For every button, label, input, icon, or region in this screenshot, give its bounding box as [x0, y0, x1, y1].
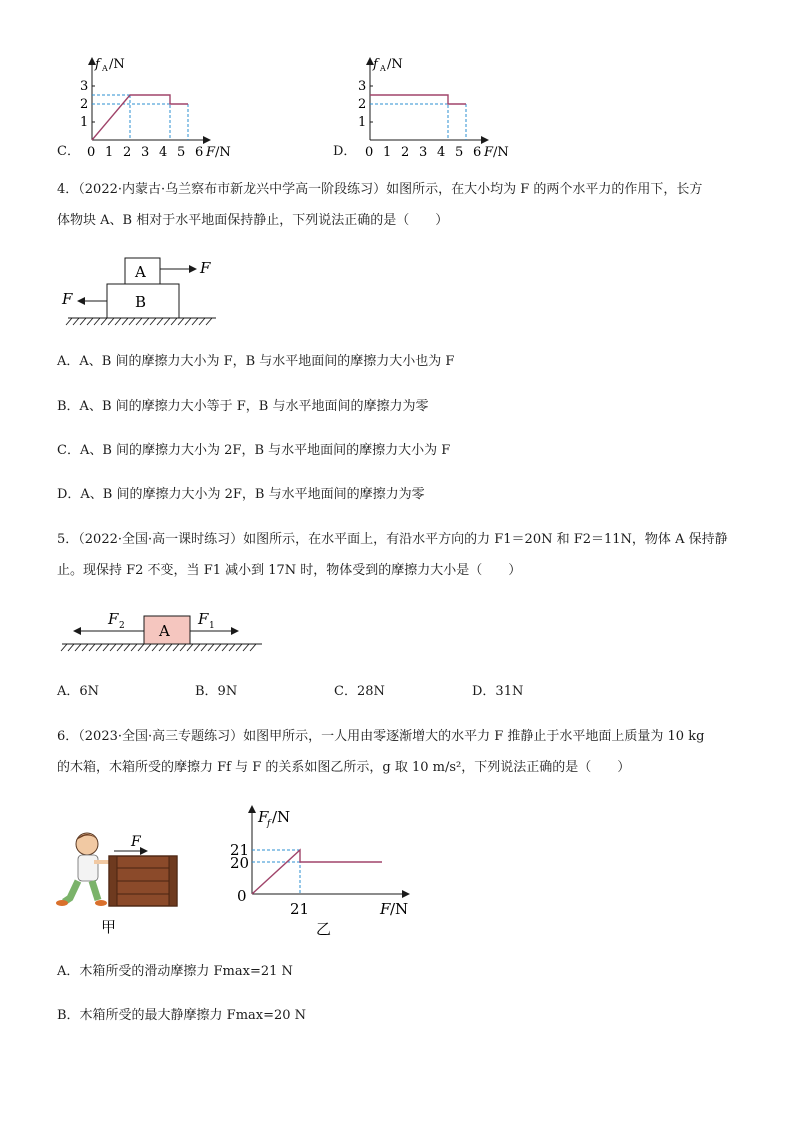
q5-option-c: C．28N [334, 684, 385, 699]
q5-stem-line1: 5．（2022·全国·高一课时练习）如图所示，在水平面上，有沿水平方向的力 F1＝20N 和 F2＝11N，物体 A 保持静 [57, 532, 728, 547]
x-tick-5: 5 [177, 145, 186, 160]
y-tick-1: 1 [358, 115, 367, 130]
y-axis-unit: /N [109, 57, 125, 72]
q5-option-d: D．31N [472, 684, 524, 699]
q4-option-c: C．A、B 间的摩擦力大小为 2F，B 与水平地面间的摩擦力大小为 F [57, 443, 451, 458]
x-tick-1: 1 [383, 145, 392, 160]
x-axis-unit: /N [390, 900, 409, 918]
ground-hatch [61, 644, 256, 651]
origin-label: 0 [237, 887, 247, 905]
x-axis-unit: /N [215, 145, 231, 160]
wooden-crate [109, 856, 177, 906]
x-tick-4: 4 [159, 145, 168, 160]
ground-hatch [66, 318, 212, 325]
y-tick-1: 1 [80, 115, 89, 130]
x-axis-label: F [484, 145, 494, 160]
y-tick-2: 2 [358, 97, 367, 112]
q6-figure-jia [54, 828, 189, 938]
q5-option-b: B．9N [195, 684, 238, 699]
caption-yi: 乙 [316, 920, 332, 938]
force-f2-sub: 2 [119, 621, 125, 631]
x-tick-1: 1 [105, 145, 114, 160]
graph-option-d [353, 52, 513, 162]
q6-figure-yi [225, 800, 420, 940]
q5-option-a: A．6N [57, 684, 100, 699]
friction-curve [252, 850, 382, 894]
y-axis-sub: A [102, 64, 108, 73]
push-force-label: F [131, 834, 141, 850]
q6-stem-line1: 6．（2023·全国·高三专题练习）如图甲所示，一人用由零逐渐增大的水平力 F 推静止于水平地面上质量为 10 kg [57, 729, 705, 744]
q4-figure [58, 252, 228, 327]
y-axis-sub: A [380, 64, 386, 73]
block-b-label: B [135, 293, 147, 311]
option-c-label: C． [57, 144, 80, 159]
force-left-label: F [62, 290, 73, 308]
y-tick-20: 20 [230, 854, 250, 872]
y-axis-label: f [373, 57, 378, 72]
y-tick-2: 2 [80, 97, 89, 112]
q4-option-b: B．A、B 间的摩擦力大小等于 F，B 与水平地面间的摩擦力为零 [57, 399, 429, 414]
option-d-label: D． [333, 144, 357, 159]
block-a-label: A [135, 263, 146, 281]
y-tick-3: 3 [80, 79, 89, 94]
y-axis-unit: /N [387, 57, 403, 72]
x-axis-label: F [206, 145, 216, 160]
x-tick-6: 6 [473, 145, 482, 160]
x-tick-3: 3 [419, 145, 428, 160]
force-right-label: F [200, 259, 211, 277]
y-axis-sub: f [267, 819, 271, 829]
y-axis-label: f [95, 57, 100, 72]
x-axis-unit: /N [493, 145, 509, 160]
q6-option-a: A．木箱所受的滑动摩擦力 Fmax=21 N [57, 964, 293, 979]
x-tick-6: 6 [195, 145, 204, 160]
friction-curve [92, 95, 188, 140]
caption-jia: 甲 [101, 918, 117, 936]
q4-stem-line1: 4．（2022·内蒙古·乌兰察布市新龙兴中学高一阶段练习）如图所示，在大小均为 F 的两个水平力的作用下，长方 [57, 182, 703, 197]
q6-stem-line2: 的木箱，木箱所受的摩擦力 Ff 与 F 的关系如图乙所示，g 取 10 m/s²，下列说法正确的是（ ） [57, 760, 631, 775]
x-tick-0: 0 [87, 145, 96, 160]
q5-stem-line2: 止。现保持 F2 不变，当 F1 减小到 17N 时，物体受到的摩擦力大小是（ ） [57, 563, 522, 578]
person-illustration [56, 833, 110, 906]
q4-stem-line2: 体物块 A、B 相对于水平地面保持静止，下列说法正确的是（ ） [57, 213, 449, 228]
x-tick-4: 4 [437, 145, 446, 160]
friction-curve [370, 95, 466, 104]
x-tick-5: 5 [455, 145, 464, 160]
y-axis-unit: /N [272, 808, 291, 826]
x-tick-0: 0 [365, 145, 374, 160]
graph-option-c [75, 52, 235, 162]
force-f1-label: F [198, 610, 209, 628]
q4-option-a: A．A、B 间的摩擦力大小为 F，B 与水平地面间的摩擦力大小也为 F [57, 354, 455, 369]
q5-figure [58, 602, 268, 660]
q4-option-d: D．A、B 间的摩擦力大小为 2F，B 与水平地面间的摩擦力为零 [57, 487, 425, 502]
y-tick-21: 21 [230, 841, 250, 859]
y-axis-label: F [258, 808, 269, 826]
force-f1-sub: 1 [209, 621, 215, 631]
x-tick-2: 2 [123, 145, 132, 160]
y-tick-3: 3 [358, 79, 367, 94]
block-a-label: A [159, 622, 170, 640]
x-tick-21: 21 [290, 900, 310, 918]
force-f2-label: F [108, 610, 119, 628]
x-tick-3: 3 [141, 145, 150, 160]
x-axis-label: F [380, 900, 391, 918]
x-tick-2: 2 [401, 145, 410, 160]
q6-option-b: B．木箱所受的最大静摩擦力 Fmax=20 N [57, 1008, 307, 1023]
